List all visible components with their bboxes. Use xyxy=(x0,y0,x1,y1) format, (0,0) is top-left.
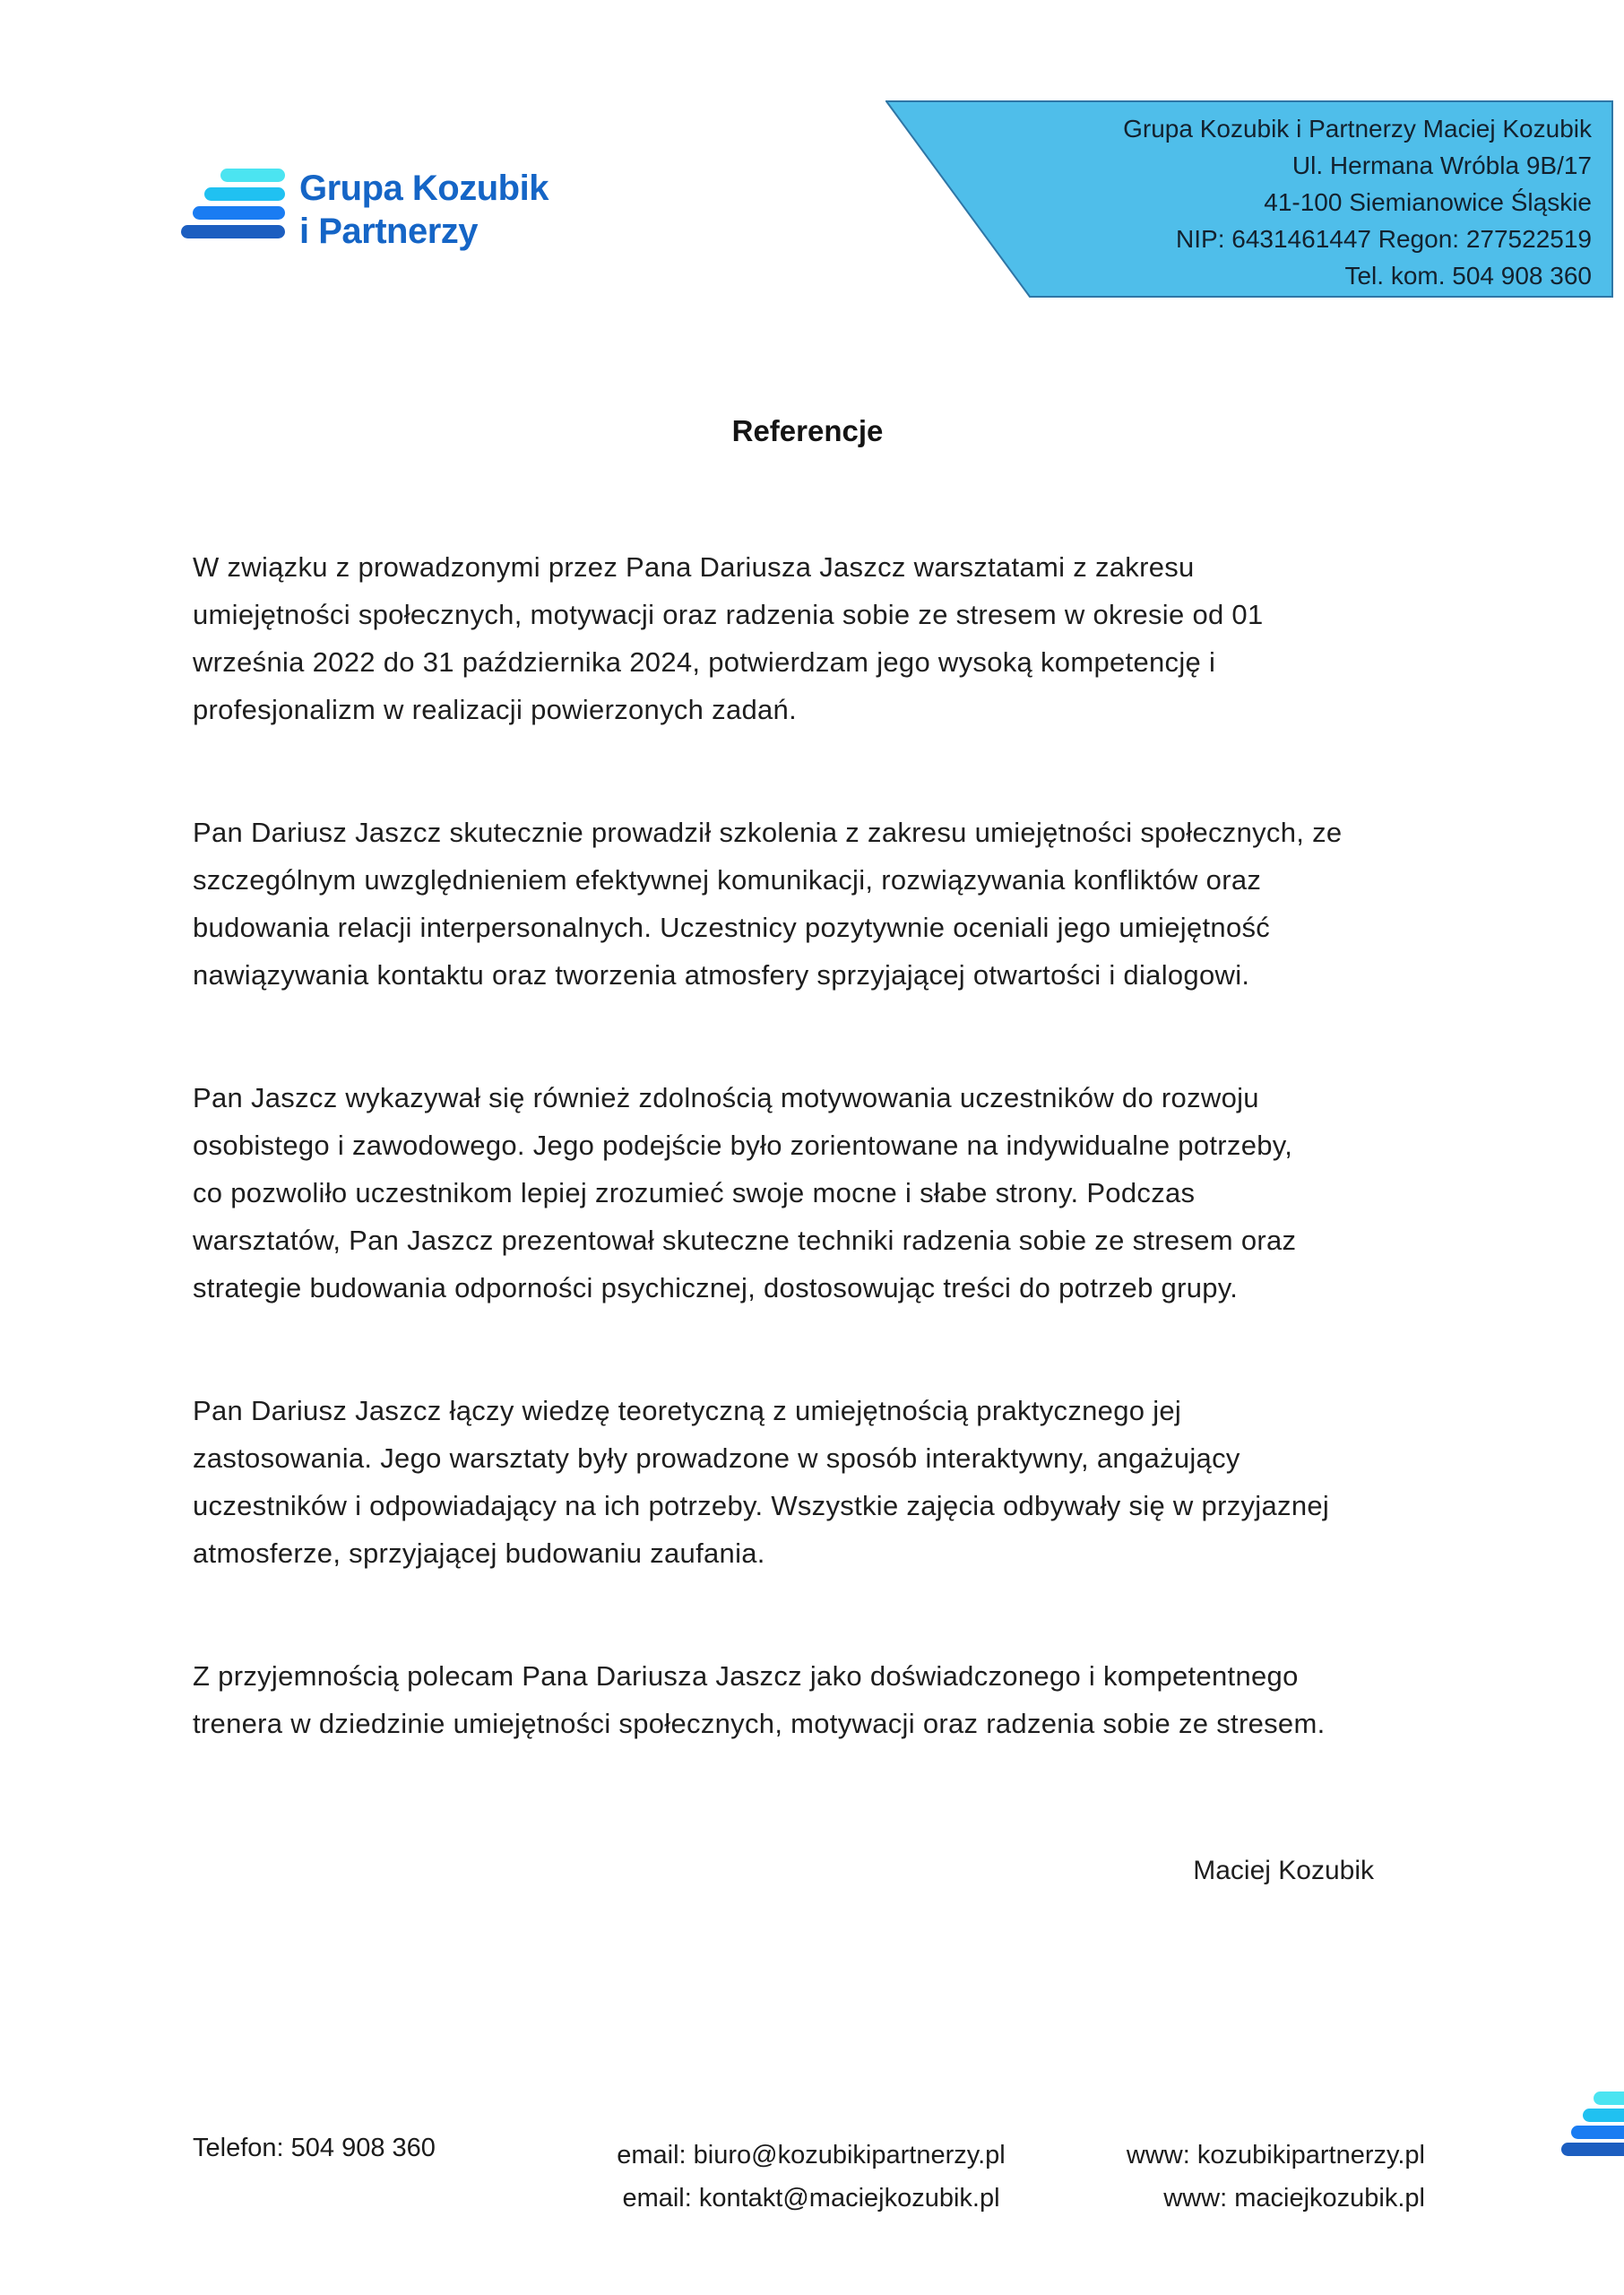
footer-email: email: biuro@kozubikipartnerzy.pl xyxy=(617,2141,1006,2169)
footer-phone: Telefon: 504 908 360 xyxy=(193,2134,436,2162)
footer-email-column xyxy=(578,2134,1044,2220)
letter-paragraph xyxy=(193,543,1422,733)
logo-bar-icon xyxy=(220,169,285,182)
footer-logo-icon xyxy=(1561,2091,1624,2156)
footer-logo-bar-icon xyxy=(1583,2109,1624,2122)
footer-logo-bar-icon xyxy=(1561,2143,1624,2156)
paragraph-line: umiejętności społecznych, motywacji oraz radzenia sobie ze stresem w okresie od 01 xyxy=(193,599,1264,630)
paragraph-line: Pan Jaszcz wykazywał się również zdolnością motywowania uczestników do rozwoju xyxy=(193,1082,1259,1113)
paragraph-line: uczestników i odpowiadający na ich potrzeby. Wszystkie zajęcia odbywały się w przyjaznej xyxy=(193,1490,1330,1521)
letter-title: Referencje xyxy=(731,414,884,447)
footer-website-column xyxy=(1127,2134,1425,2220)
paragraph-line: osobistego i zawodowego. Jego podejście było zorientowane na indywidualne potrzeby, xyxy=(193,1130,1293,1161)
paragraph-line: strategie budowania odporności psychicznej, dostosowując treści do potrzeb grupy. xyxy=(193,1272,1239,1303)
logo-bar-icon xyxy=(181,225,285,238)
paragraph-line: co pozwoliło uczestnikom lepiej zrozumieć swoje mocne i słabe strony. Podczas xyxy=(193,1177,1196,1208)
signature-name: Maciej Kozubik xyxy=(1193,1856,1374,1885)
logo-bar-icon xyxy=(193,206,285,220)
footer-website: www: kozubikipartnerzy.pl xyxy=(1126,2141,1425,2169)
letter-paragraph xyxy=(193,809,1422,999)
contact-line: NIP: 6431461447 Regon: 277522519 xyxy=(1176,225,1592,253)
paragraph-line: warsztatów, Pan Jaszcz prezentował skuteczne techniki radzenia sobie ze stresem oraz xyxy=(193,1225,1297,1256)
letter-paragraph xyxy=(193,1074,1422,1312)
paragraph-line: szczególnym uwzględnieniem efektywnej komunikacji, rozwiązywania konfliktów oraz xyxy=(193,864,1262,896)
letter-paragraph xyxy=(193,1652,1422,1747)
contact-line: Grupa Kozubik i Partnerzy Maciej Kozubik xyxy=(1123,115,1592,143)
logo-wordmark-line2: i Partnerzy xyxy=(299,212,479,251)
footer-logo-bar-icon xyxy=(1571,2126,1624,2139)
footer-email: email: kontakt@maciejkozubik.pl xyxy=(622,2184,1000,2213)
footer-website: www: maciejkozubik.pl xyxy=(1163,2184,1425,2213)
paragraph-line: Pan Dariusz Jaszcz łączy wiedzę teoretyczną z umiejętnością praktycznego jej xyxy=(193,1395,1182,1426)
paragraph-line: atmosferze, sprzyjającej budowaniu zaufania. xyxy=(193,1537,765,1569)
paragraph-line: Pan Dariusz Jaszcz skutecznie prowadził szkolenia z zakresu umiejętności społecznych, ze xyxy=(193,817,1343,848)
paragraph-line: zastosowania. Jego warsztaty były prowadzone w sposób interaktywny, angażujący xyxy=(193,1442,1240,1474)
contact-banner-text xyxy=(1123,110,1592,294)
logo-bar-icon xyxy=(204,187,285,201)
paragraph-line: września 2022 do 31 października 2024, potwierdzam jego wysoką kompetencję i xyxy=(193,646,1216,678)
logo-wordmark xyxy=(299,167,549,253)
logo-bars-icon xyxy=(181,169,285,238)
logo-wordmark-line1: Grupa Kozubik xyxy=(299,169,549,208)
letter-paragraph xyxy=(193,1387,1422,1577)
paragraph-line: nawiązywania kontaktu oraz tworzenia atmosfery sprzyjającej otwartości i dialogowi. xyxy=(193,959,1250,991)
contact-line: Ul. Hermana Wróbla 9B/17 xyxy=(1291,152,1592,179)
contact-line: Tel. kom. 504 908 360 xyxy=(1344,262,1592,290)
contact-banner xyxy=(885,100,1613,298)
footer-logo-bar-icon xyxy=(1594,2091,1624,2105)
paragraph-line: trenera w dziedzinie umiejętności społecznych, motywacji oraz radzenia sobie ze stresem. xyxy=(193,1708,1326,1739)
contact-line: 41-100 Siemianowice Śląskie xyxy=(1264,188,1592,216)
paragraph-line: Z przyjemnością polecam Pana Dariusza Jaszcz jako doświadczonego i kompetentnego xyxy=(193,1660,1299,1692)
paragraph-line: budowania relacji interpersonalnych. Uczestnicy pozytywnie oceniali jego umiejętność xyxy=(193,912,1271,943)
company-logo xyxy=(181,167,549,253)
paragraph-line: W związku z prowadzonymi przez Pana Dariusza Jaszcz warsztatami z zakresu xyxy=(193,551,1195,583)
letter-body xyxy=(193,543,1422,1747)
paragraph-line: profesjonalizm w realizacji powierzonych zadań. xyxy=(193,694,798,725)
